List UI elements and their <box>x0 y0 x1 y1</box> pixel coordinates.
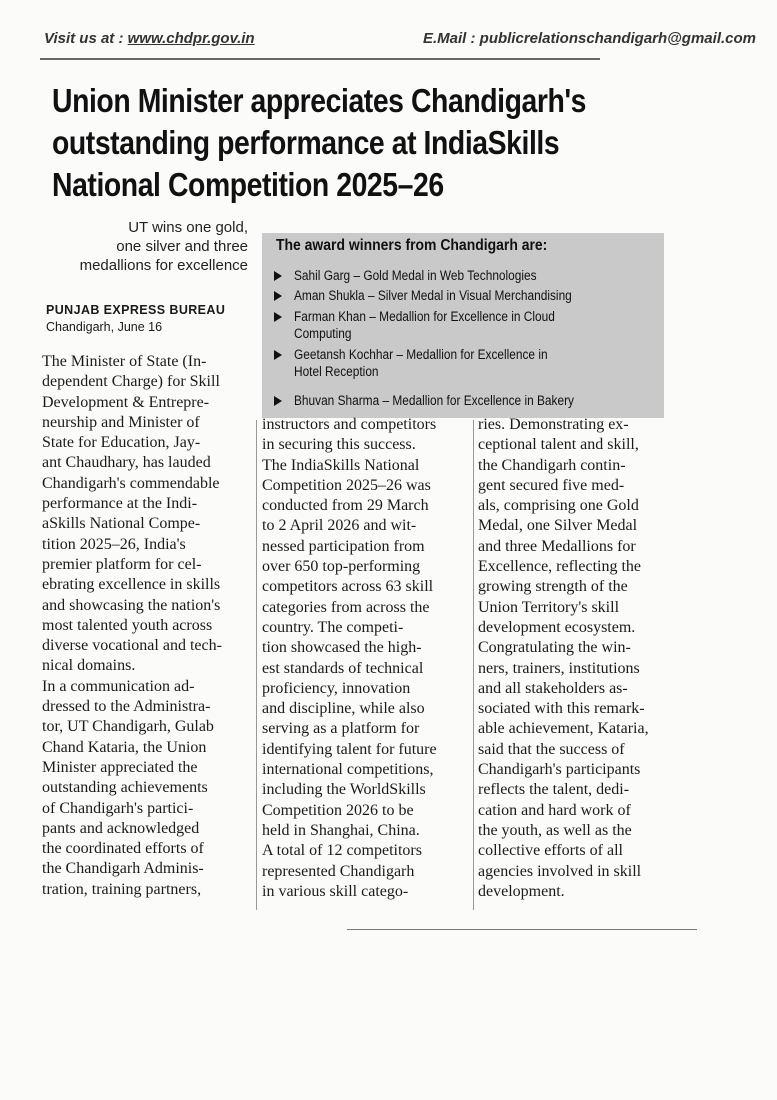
email-label: E.Mail : <box>422 30 476 47</box>
article-line: in securing this success. <box>262 436 416 454</box>
article-column-3 <box>478 415 688 902</box>
article-line: able achievement, Kataria, <box>478 720 649 738</box>
article-line: and three Medallions for <box>478 537 636 555</box>
byline <box>46 302 246 336</box>
article-line: agencies involved in skill <box>478 862 642 880</box>
article-line: instructors and competitors <box>262 416 437 433</box>
bureau-name: PUNJAB EXPRESS BUREAU <box>46 303 226 317</box>
article-line: Medal, one Silver Medal <box>478 517 638 535</box>
award-line: Farman Khan – Medallion for Excellence in Cloud <box>294 309 555 324</box>
kicker <box>48 218 248 275</box>
article-line: competitors across 63 skill <box>262 578 434 596</box>
award-item <box>274 392 654 409</box>
article-line: to 2 April 2026 and wit- <box>262 517 417 535</box>
article-line: performance at the Indi- <box>42 495 198 513</box>
article-line: the youth, as well as the <box>478 821 632 839</box>
award-winners-box <box>262 233 664 418</box>
article-line: development. <box>478 882 565 900</box>
article-line: pants and acknowledged <box>42 819 200 837</box>
kicker-line: one silver and three <box>116 238 248 255</box>
bullet-triangle-icon <box>274 271 282 281</box>
article-line: and all stakeholders as- <box>478 679 628 697</box>
article-line: reflects the talent, dedi- <box>478 781 630 799</box>
contact-bar <box>44 30 756 52</box>
bullet-triangle-icon <box>274 350 282 360</box>
visit-label: Visit us at : <box>44 30 124 47</box>
article-line: serving as a platform for <box>262 720 420 738</box>
article-line: Chandigarh's commendable <box>42 474 220 492</box>
headline-line: National Competition 2025–26 <box>52 166 444 203</box>
award-item <box>274 287 654 304</box>
article-line: outstanding achievements <box>42 779 208 797</box>
article-line: est standards of technical <box>262 659 424 677</box>
article-line: sociated with this remark- <box>478 700 645 718</box>
award-line: Hotel Reception <box>294 364 379 379</box>
award-line: Sahil Garg – Gold Medal in Web Technologies <box>294 268 537 283</box>
article-line: Development & Entrepre- <box>42 393 210 411</box>
column-divider <box>473 420 474 910</box>
headline-line: Union Minister appreciates Chandigarh's <box>52 82 587 119</box>
article-line: State for Education, Jay- <box>42 434 201 452</box>
article-line: neurship and Minister of <box>42 413 200 431</box>
article-line: nical domains. <box>42 657 136 675</box>
article-line: ners, trainers, institutions <box>478 659 640 677</box>
article-line: and showcasing the nation's <box>42 596 221 614</box>
award-item <box>274 346 654 380</box>
award-line: Geetansh Kochhar – Medallion for Excellence in <box>294 347 548 362</box>
award-item <box>274 308 654 342</box>
article-line: conducted from 29 March <box>262 497 429 515</box>
article-line: ant Chaudhary, has lauded <box>42 454 211 472</box>
article-line: growing strength of the <box>478 578 628 596</box>
article-line: ries. Demonstrating ex- <box>478 416 629 433</box>
article-line: ceptional talent and skill, <box>478 436 639 454</box>
article-line: over 650 top-performing <box>262 558 421 576</box>
dateline: Chandigarh, June 16 <box>46 320 163 334</box>
article-line: Chandigarh's participants <box>478 761 641 779</box>
article-line: collective efforts of all <box>478 842 623 860</box>
article-line: and discipline, while also <box>262 700 425 718</box>
article-line: Competition 2026 to be <box>262 801 414 819</box>
article-line: Excellence, reflecting the <box>478 558 642 576</box>
top-divider <box>40 58 600 60</box>
article-line: Congratulating the win- <box>478 639 631 657</box>
website-link[interactable]: www.chdpr.gov.in <box>127 30 255 47</box>
article-column-1 <box>42 352 252 900</box>
article-line: tion showcased the high- <box>262 639 422 657</box>
headline-line: outstanding performance at IndiaSkills <box>52 124 560 161</box>
article-line: als, comprising one Gold <box>478 497 639 515</box>
bottom-divider <box>347 929 697 930</box>
article-line: including the WorldSkills <box>262 781 426 799</box>
article-line: tition 2025–26, India's <box>42 535 186 553</box>
email-info <box>423 30 756 47</box>
article-column-2 <box>262 415 470 902</box>
article-line: diverse vocational and tech- <box>42 637 222 655</box>
article-line: The Minister of State (In- <box>42 353 207 370</box>
award-line: Aman Shukla – Silver Medal in Visual Merchandising <box>294 288 572 303</box>
award-item <box>274 267 654 284</box>
article-line: said that the success of <box>478 740 625 758</box>
article-line: Minister appreciated the <box>42 758 198 776</box>
article-line: Chand Kataria, the Union <box>42 738 207 756</box>
award-line: Computing <box>294 326 352 341</box>
bullet-triangle-icon <box>274 312 282 322</box>
article-line: dependent Charge) for Skill <box>42 373 220 391</box>
article-line: gent secured five med- <box>478 476 625 494</box>
article-line: the Chandigarh contin- <box>478 456 626 474</box>
website-info <box>44 30 255 47</box>
article-line: identifying talent for future <box>262 740 437 758</box>
article-line: ebrating excellence in skills <box>42 576 221 594</box>
award-line: Bhuvan Sharma – Medallion for Excellence in Bakery <box>294 393 574 408</box>
award-box-title: The award winners from Chandigarh are: <box>276 237 548 254</box>
article-line: The IndiaSkills National <box>262 456 420 474</box>
bullet-triangle-icon <box>274 291 282 301</box>
article-line: the Chandigarh Adminis- <box>42 860 204 878</box>
article-line: nessed participation from <box>262 537 425 555</box>
kicker-line: UT wins one gold, <box>128 219 248 236</box>
column-divider <box>256 420 257 910</box>
article-line: categories from across the <box>262 598 430 616</box>
article-line: held in Shanghai, China. <box>262 821 420 839</box>
article-line: country. The competi- <box>262 618 404 636</box>
article-line: A total of 12 competitors <box>262 842 422 860</box>
article-line: tration, training partners, <box>42 880 202 898</box>
article-line: premier platform for cel- <box>42 555 202 573</box>
headline <box>52 80 602 206</box>
article-line: Competition 2025–26 was <box>262 476 431 494</box>
article-line: tor, UT Chandigarh, Gulab <box>42 718 214 736</box>
article-line: dressed to the Administra- <box>42 698 211 716</box>
kicker-line: medallions for excellence <box>79 257 248 274</box>
article-line: proficiency, innovation <box>262 679 411 697</box>
article-line: most talented youth across <box>42 616 213 634</box>
bullet-triangle-icon <box>274 396 282 406</box>
email-address[interactable]: publicrelationschandigarh@gmail.com <box>479 30 756 47</box>
article-line: development ecosystem. <box>478 618 636 636</box>
article-line: Union Territory's skill <box>478 598 620 616</box>
article-line: of Chandigarh's partici- <box>42 799 194 817</box>
article-line: In a communication ad- <box>42 677 195 695</box>
article-line: the coordinated efforts of <box>42 840 204 858</box>
article-line: represented Chandigarh <box>262 862 415 880</box>
article-line: international competitions, <box>262 761 434 779</box>
article-line: in various skill catego- <box>262 882 409 900</box>
article-line: cation and hard work of <box>478 801 631 819</box>
article-line: aSkills National Compe- <box>42 515 201 533</box>
